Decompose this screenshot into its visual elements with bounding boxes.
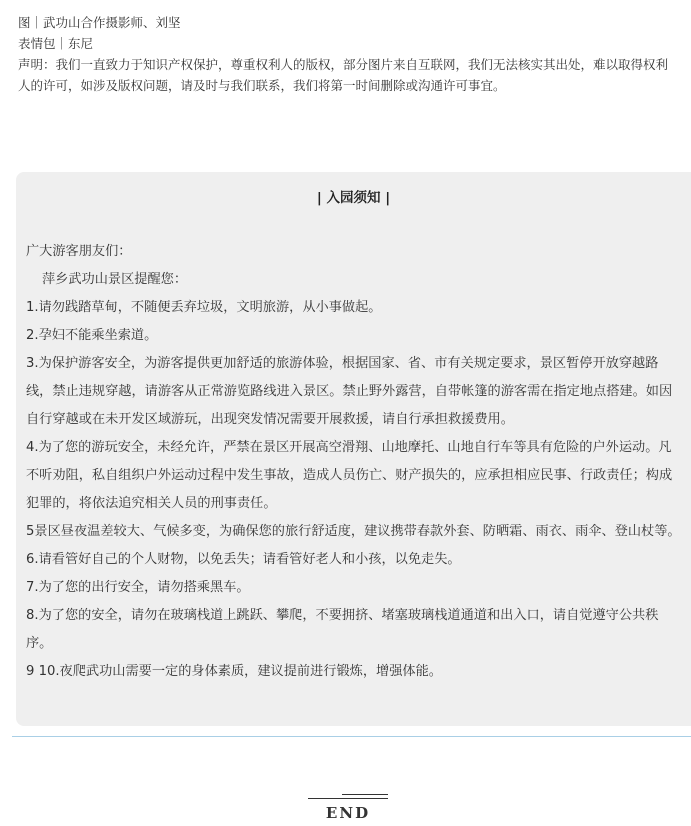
notice-title: | 入园须知 |: [316, 190, 391, 206]
emoji-credit: 表情包｜东尼: [18, 36, 94, 51]
end-label: END: [325, 804, 371, 822]
notice-reminder: 萍乡武功山景区提醒您：: [42, 272, 188, 287]
notice-item: 8.为了您的安全，请勿在玻璃栈道上跳跃、攀爬，不要拥挤、堵塞玻璃栈道通道和出入口，请自觉遵守公共秩序。: [26, 608, 659, 651]
copyright-statement: 声明：我们一直致力于知识产权保护，尊重权利人的版权，部分图片来自互联网，我们无法核实其出处，难以取得权利人的许可，如涉及版权问题，请及时与我们联系，我们将第一时间删除或沟通许可事宜。: [18, 57, 669, 93]
notice-body: [26, 238, 681, 686]
notice-item: 3.为保护游客安全，为游客提供更加舒适的旅游体验，根据国家、省、市有关规定要求，景区暂停开放穿越路线，禁止违规穿越，请游客从正常游览路线进入景区。禁止野外露营，自带帐篷的游客需在指定地点搭建。如因自行穿越或在未开发区域游玩，出现突发情况需要开展救援，请自行承担救援费用。: [26, 356, 673, 427]
park-notice-box: [16, 172, 691, 726]
section-divider: [12, 736, 691, 737]
notice-item: 6.请看管好自己的个人财物，以免丢失；请看管好老人和小孩，以免走失。: [26, 552, 461, 567]
end-ornament-line: [342, 794, 388, 795]
notice-item: 2.孕妇不能乘坐索道。: [26, 328, 158, 343]
end-ornament-line: [308, 798, 388, 799]
notice-greeting: 广大游客朋友们：: [26, 244, 132, 259]
notice-item: 1.请勿践踏草甸，不随便丢弃垃圾，文明旅游，从小事做起。: [26, 300, 382, 315]
end-ornament: [308, 794, 388, 800]
notice-item: 5景区昼夜温差较大、气候多变，为确保您的旅行舒适度，建议携带春款外套、防晒霜、雨衣、雨伞、登山杖等。: [26, 524, 681, 539]
credits-block: [18, 12, 678, 96]
notice-item: 9 10.夜爬武功山需要一定的身体素质，建议提前进行锻炼，增强体能。: [26, 664, 442, 679]
notice-item: 7.为了您的出行安全，请勿搭乘黑车。: [26, 580, 250, 595]
notice-item: 4.为了您的游玩安全，未经允许，严禁在景区开展高空滑翔、山地摩托、山地自行车等具有危险的户外运动。凡不听劝阻，私自组织户外运动过程中发生事故，造成人员伤亡、财产损失的，应承担相应民事、行政责任；构成犯罪的，将依法追究相关人员的刑事责任。: [26, 440, 673, 511]
photo-credit: 图｜武功山合作摄影师、刘坚: [18, 15, 181, 30]
